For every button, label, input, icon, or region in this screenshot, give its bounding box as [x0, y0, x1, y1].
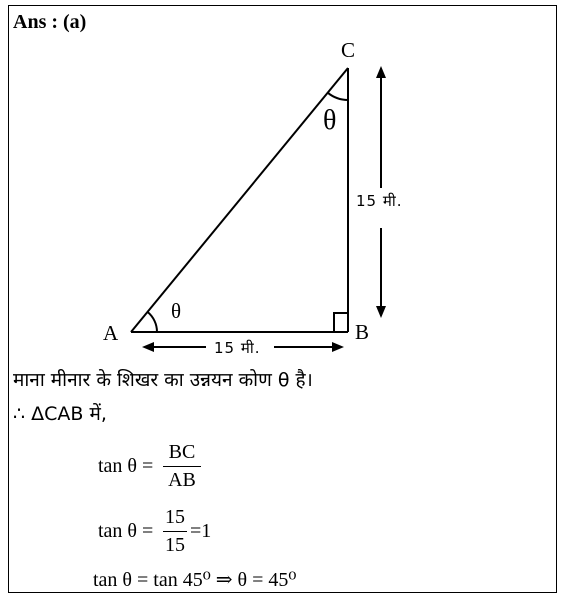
step1-lhs: tan θ = [98, 455, 154, 477]
height-arrow-head-bottom [376, 306, 386, 318]
angle-arc-c [328, 93, 348, 100]
hypotenuse-ca [131, 68, 348, 332]
base-label: 15 मी. [214, 339, 261, 357]
right-angle-marker [334, 313, 348, 332]
base-arrow-head-left [142, 342, 154, 352]
step1-fraction [163, 441, 201, 492]
step2-numerator: 15 [165, 506, 185, 528]
height-label: 15 मी. [356, 192, 403, 210]
base-arrow-head-right [332, 342, 344, 352]
angle-arc-a [148, 312, 158, 332]
step2-denominator: 15 [165, 534, 185, 556]
vertex-b-label: B [355, 320, 370, 344]
step2-lhs: tan θ = [98, 520, 154, 542]
assumption-text: माना मीनार के शिखर का उन्नयन कोण θ है। [13, 369, 313, 391]
vertex-a-label: A [103, 321, 119, 345]
step1-denominator: AB [168, 469, 196, 491]
fraction-bar [163, 531, 187, 532]
angle-c-label: θ [323, 105, 337, 136]
fraction-bar [163, 466, 201, 467]
answer-label: Ans : (a) [13, 11, 87, 33]
vertex-c-label: C [341, 38, 356, 62]
triangle-reference-text: ∴ ΔCAB में, [13, 403, 107, 425]
step3-conclusion: tan θ = tan 45⁰ ⇒ θ = 45⁰ [93, 569, 297, 591]
step2-fraction [163, 506, 187, 557]
step1-numerator: BC [168, 441, 196, 463]
height-arrow-head-top [376, 66, 386, 78]
step2-rhs: =1 [190, 520, 212, 542]
angle-a-label: θ [171, 299, 182, 323]
